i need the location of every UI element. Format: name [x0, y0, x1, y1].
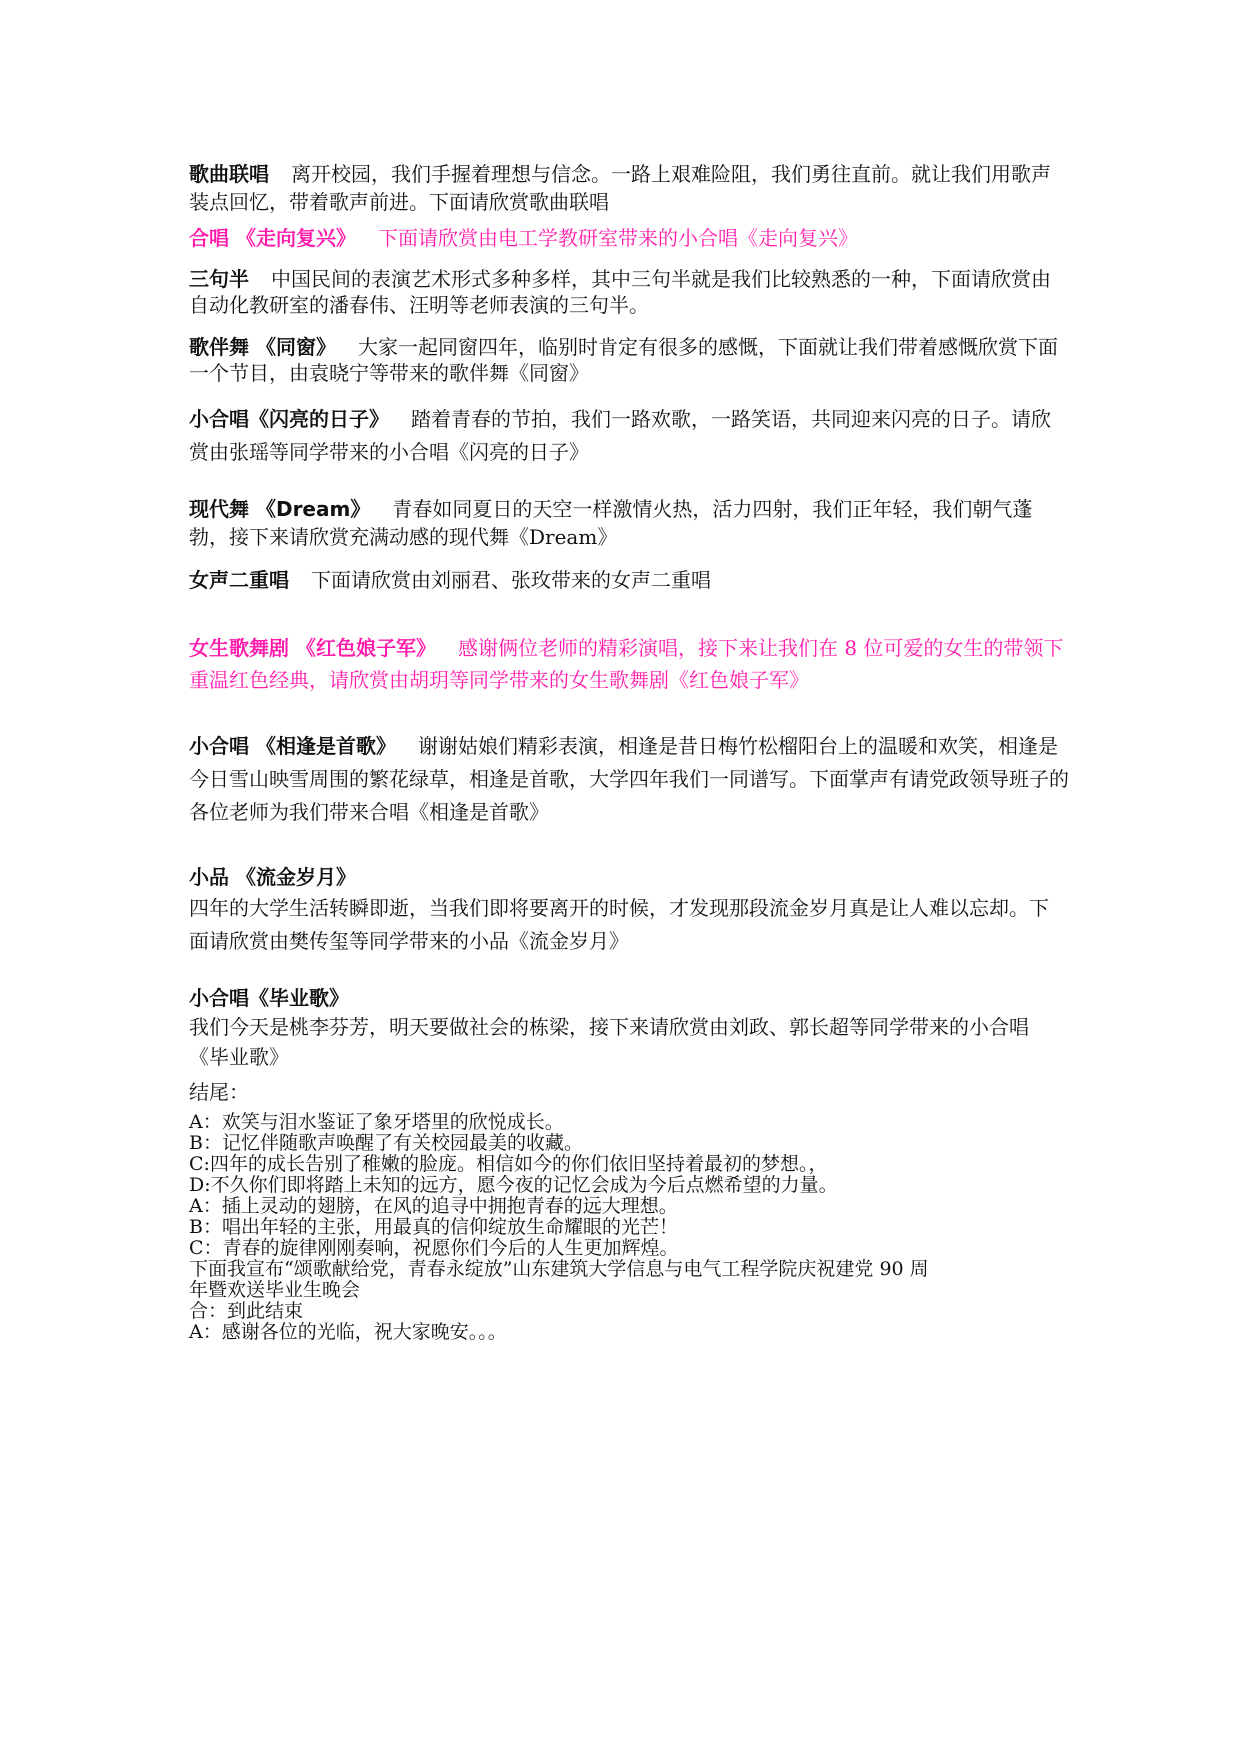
program-item-text: 四年的大学生活转瞬即逝，当我们即将要离开的时候，才发现那段流金岁月真是让人难以忘却。下面请欣赏由樊传玺等同学带来的小品《流金岁月》: [189, 896, 1049, 953]
program-item-title: 小合唱 《相逢是首歌》: [189, 734, 396, 758]
program-item-text: 下面请欣赏由刘丽君、张玫带来的女声二重唱: [311, 568, 711, 592]
ending-line: C：青春的旋律刚刚奏响，祝愿你们今后的人生更加辉煌。: [189, 1237, 679, 1259]
program-item-title: 小合唱《毕业歌》: [189, 986, 349, 1010]
program-item: [189, 730, 1069, 829]
program-item: [189, 495, 1069, 551]
program-item-text: 谢谢姑娘们精彩表演，相逢是昔日梅竹松榴阳台上的温暖和欢笑，相逢是今日雪山映雪周围的繁花绿草，相逢是首歌，大学四年我们一同谱写。下面掌声有请党政领导班子的各位老师为我们带来合唱《相逢是首歌》: [189, 734, 1069, 824]
program-item-text: 青春如同夏日的天空一样激情火热，活力四射，我们正年轻，我们朝气蓬勃，接下来请欣赏充满动感的现代舞《Dream》: [189, 497, 1033, 549]
program-item-title: 歌曲联唱: [189, 162, 269, 186]
program-item-title: 女生歌舞剧 《红色娘子军》: [189, 636, 436, 660]
ending-line: B：记忆伴随歌声唤醒了有关校园最美的收藏。: [189, 1132, 583, 1154]
ending-label: 结尾：: [189, 1080, 249, 1104]
program-item-title: 现代舞 《Dream》: [189, 497, 371, 521]
ending-line: D:不久你们即将踏上未知的远方，愿今夜的记忆会成为今后点燃希望的力量。: [189, 1174, 838, 1196]
ending-line: 下面我宣布“颂歌献给党，青春永绽放”山东建筑大学信息与电气工程学院庆祝建党 90 周: [189, 1258, 929, 1280]
program-item: [189, 403, 1069, 469]
program-item: [189, 334, 1069, 386]
program-item-text: 踏着青春的节拍，我们一路欢歌，一路笑语，共同迎来闪亮的日子。请欣赏由张瑶等同学带来的小合唱《闪亮的日子》: [189, 407, 1051, 464]
program-item-text: 大家一起同窗四年，临别时肯定有很多的感慨，下面就让我们带着感慨欣赏下面一个节目，由袁晓宁等带来的歌伴舞《同窗》: [189, 335, 1058, 385]
ending-line: 年暨欢送毕业生晚会: [189, 1279, 361, 1301]
program-item-title: 三句半: [189, 267, 249, 291]
program-item-text: 感谢俩位老师的精彩演唱，接下来让我们在 8 位可爱的女生的带领下重温红色经典，请欣赏由胡玥等同学带来的女生歌舞剧《红色娘子军》: [189, 636, 1064, 692]
program-item-title: 女声二重唱: [189, 568, 289, 592]
ending-line: C:四年的成长告别了稚嫩的脸庞。相信如今的你们依旧坚持着最初的梦想。，: [189, 1153, 828, 1175]
program-item-title: 小合唱《闪亮的日子》: [189, 407, 389, 431]
ending-line: A：感谢各位的光临，祝大家晚安。。。: [189, 1321, 507, 1343]
program-item-text: 下面请欣赏由电工学教研室带来的小合唱《走向复兴》: [377, 226, 858, 250]
program-item: [189, 266, 1069, 318]
ending-line: A：插上灵动的翅膀，在风的追寻中拥抱青春的远大理想。: [189, 1195, 678, 1217]
program-item-text: 中国民间的表演艺术形式多种多样，其中三句半就是我们比较熟悉的一种，下面请欣赏由自动化教研室的潘春伟、汪明等老师表演的三句半。: [189, 267, 1051, 317]
program-item-title: 歌伴舞 《同窗》: [189, 335, 336, 359]
ending-line: A：欢笑与泪水鉴证了象牙塔里的欣悦成长。: [189, 1111, 564, 1133]
program-item-text: 我们今天是桃李芬芳，明天要做社会的栋梁，接下来请欣赏由刘政、郭长超等同学带来的小合唱《毕业歌》: [189, 1015, 1029, 1069]
program-item: [189, 223, 1069, 253]
program-item: [189, 160, 1069, 216]
program-item: [189, 565, 1069, 595]
program-item-title: 合唱 《走向复兴》: [189, 226, 356, 250]
ending-line: 合：到此结束: [189, 1300, 304, 1322]
ending-line: B：唱出年轻的主张，用最真的信仰绽放生命耀眼的光芒！: [189, 1216, 678, 1238]
program-item: [189, 632, 1069, 696]
program-item-text: 离开校园，我们手握着理想与信念。一路上艰难险阻，我们勇往直前。就让我们用歌声装点回忆，带着歌声前进。下面请欣赏歌曲联唱: [189, 162, 1051, 214]
program-item-title: 小品 《流金岁月》: [189, 865, 356, 889]
